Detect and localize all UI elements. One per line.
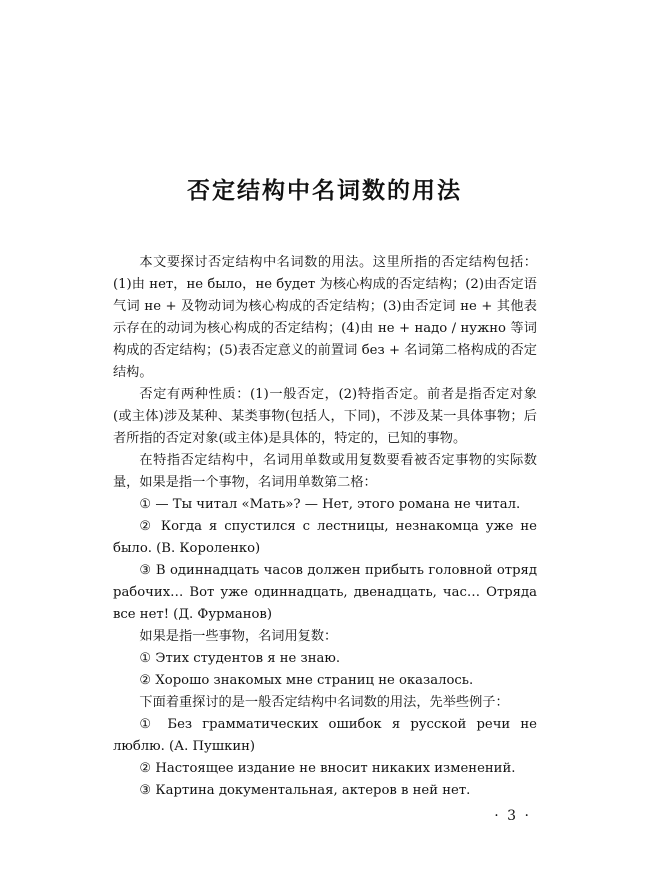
page-number: · 3 · — [494, 808, 531, 824]
example-line: ① Этих студентов я не знаю. — [139, 651, 341, 666]
example-line: ② Настоящее издание не вносит никаких изменений. — [139, 761, 516, 776]
paragraph-general-negation: 下面着重探讨的是一般否定结构中名词数的用法，先举些例子： — [139, 695, 509, 710]
example-line: ③ В одиннадцать часов должен прибыть головной отряд рабочих… Вот уже одиннадцать, двенадцать, час… Отряда все нет! (Д. Фурманов) — [113, 563, 537, 622]
paragraph-negation-types: 否定有两种性质：(1)一般否定，(2)特指否定。前者是指否定对象(或主体)涉及某种、某类事物(包括人，下同)，不涉及某一具体事物；后者所指的否定对象(或主体)是具体的，特定的，已知的事物。 — [113, 387, 537, 446]
paragraph-specific-negation: 在特指否定结构中，名词用单数或用复数要看被否定事物的实际数量，如果是指一个事物，名词用单数第二格： — [113, 453, 537, 490]
example-line: ① — Ты читал «Мать»? — Нет, этого романа не читал. — [139, 497, 521, 512]
article-body — [113, 252, 537, 802]
example-line: ③ Картина документальная, актеров в ней нет. — [139, 783, 471, 798]
example-line: ② Когда я спустился с лестницы, незнакомца уже не было. (В. Короленко) — [113, 519, 537, 556]
article-title: 否定结构中名词数的用法 — [187, 178, 462, 204]
paragraph-plural-case: 如果是指一些事物，名词用复数： — [139, 629, 338, 644]
example-line: ① Без грамматических ошибок я русской речи не люблю. (А. Пушкин) — [113, 717, 537, 754]
paragraph-intro: 本文要探讨否定结构中名词数的用法。这里所指的否定结构包括：(1)由 нет，не было，не будет 为核心构成的否定结构；(2)由否定语气词 не + 及物动词为核心构成的否定结构；(3)由否定词 не + 其他表示存在的动词为核心构成的否定结构；(4)由 не + надо / нужно 等词构成的否定结构；(5)表否定意义的前置词 без + 名词第二格构成的否定结构。 — [113, 255, 537, 380]
example-line: ② Хорошо знакомых мне страниц не оказалось. — [139, 673, 474, 688]
